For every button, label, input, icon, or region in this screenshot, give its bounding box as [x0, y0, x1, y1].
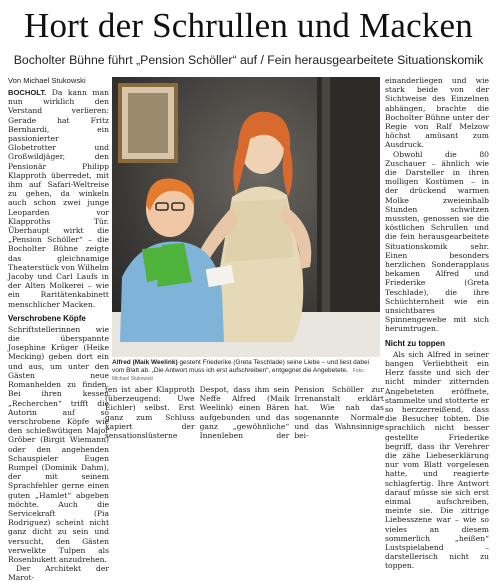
section-heading: Nicht zu toppen — [385, 338, 445, 348]
paragraph: Als sich Alfred in seiner bangen Verliebtheit ein Herz fasste und sich der nicht minder zitternden Angebeteten eröffnete, stammelte und stotterte er so herzzerreißend, dass die Besucher tobten. Die sprachlich nicht besser gestellte Friederike begriff, dass ihr Verehrer die zähe Liebeserklärung nur vom Blatt vorgelesen hatte, und reagierte schlagfertig. Ihre Antwort darauf müsse sie sich erst einmal aufschreiben, meinte sie. Die zittrige Liebesszene war – wie so vieles an diesem sommerlich „heißen“ Lustspielabend – darstellerisch nicht zu toppen. — [385, 349, 489, 571]
headline: Hort der Schrullen und Macken — [23, 6, 473, 45]
caption-names: Alfred (Maik Weelink) — [112, 359, 178, 366]
section-heading: Verschrobene Köpfe — [8, 313, 86, 323]
paragraph: einanderliegen und wie stark beide von der Sichtweise des Einzelnen abhängen, brachte die Bocholter Bühne unter der Regie von Ralf Melzow höchst amüsant zum Ausdruck. — [385, 76, 489, 150]
stage-photo — [112, 77, 380, 357]
paragraph: Der Architekt der Marot- — [8, 564, 109, 583]
dateline: BOCHOLT. — [8, 88, 47, 97]
article-column-left — [8, 88, 109, 583]
paragraph: Schriftstellerinnen wie die überspannte Josephine Krüger (Heike Mecking) geben dort ein und aus, um unter den Gästen neue Romanhelden zu finden. Bei ihren kessen „Recherchen“ trifft die Autorin auf so verschrobene Köpfe wie den schießwütigen Major Gröber (Birgit Wiemann) oder den angehenden Schauspieler Eugen Rumpel (Dominik Dahm), der mit seinem Sprachfehler gerne einen guten „Hamlet“ abgeben möchte. Auch die Servicekraft (Pia Rodriguez) scheint nicht ganz dicht zu sein und versucht, den Gästen verwelkte Tulpen als Rosenbukett anzudrehen. — [8, 324, 109, 564]
photo-credit: Foto: Michael Stukowski — [112, 368, 365, 383]
article-column-bottom — [105, 385, 384, 440]
photo-caption — [112, 359, 380, 384]
byline: Von Michael Stukowski — [8, 76, 86, 85]
paragraph: ten ist aber Klapproth (überzeugend: Uwe Eichler) selbst. Erst ganz zum Schluss kapiert der sensationslüsterne Despot, dass ihm sein Neffe Alfred (Maik Weelink) einen Bären aufgebunden und das ganz „gewöhnliche“ Innenleben der Pension Schöller zur Irrenanstalt erklärt hat. Wie nah das sogenannte Normale und das Wahnsinnige bei- — [105, 385, 384, 441]
paragraph-text: Da kann man nun wirklich den Verstand verlieren: Gerade hat Fritz Bernhardi, ein passionierter Globetrotter und Großwildjäger, den Pensionär Philipp Klapproth überredet, mit ihm auf Safari-Weltreise zu gehen, da winkeln auch schon zwei junge Leoparden vor Klapproths Tür. Überhaupt wirkt die „Pension Schöller“ – die Bocholter Bühne zeigte das gleichnamige Theaterstück von Wilhelm Jacoby und Carl Laufs in der Alten Molkerei – wie ein Raritätenkabinett menschlicher Macken. — [8, 88, 109, 309]
paragraph: Obwohl die 80 Zuschauer – ähnlich wie die Darsteller in ihren molligen Kostümen – in der drückend warmen Molke zweieinhalb Stunden schwitzen mussten, genossen sie die köstlichen Schrullen und die fein herausgearbeitete Situationskomik sehr. Einen besonders herzlichen Sonderapplaus bekamen Alfred und Friederike (Greta Teschlade), die ihre Schüchternheit wie ein unsichtbares Spinnengewebe mit sich herumtrugen. — [385, 149, 489, 334]
article-column-right — [385, 76, 489, 571]
paragraph — [8, 88, 109, 309]
subhead: Bocholter Bühne führt „Pension Schöller“ auf / Fein herausgearbeitete Situationskomik — [13, 53, 484, 67]
caption-text: gesteht Friederike (Greta Teschlade) seine Liebe – und liest dabei vom Blatt ab. „Die Antwort muss ich erst aufschreiben“, entgegnet die Angebetete. — [112, 359, 370, 375]
